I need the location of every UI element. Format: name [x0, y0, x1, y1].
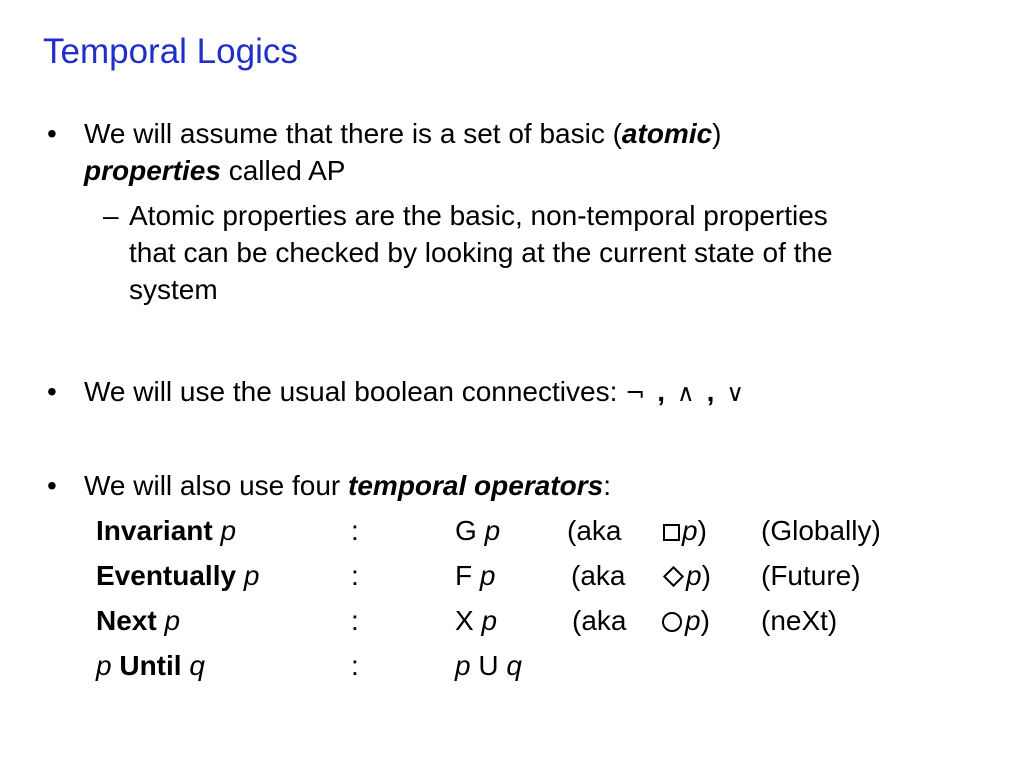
temporal-operators-emphasis: temporal operators: [348, 470, 604, 501]
operator-name-label: Invariant: [96, 515, 213, 546]
operator-name: [96, 558, 259, 594]
bullet-marker: •: [47, 376, 57, 407]
bullet-1-close-paren: ): [712, 118, 722, 149]
operator-name-label: Until: [119, 650, 182, 681]
diamond-icon: [663, 566, 684, 587]
sub-bullet-line-1: Atomic properties are the basic, non-temporal properties: [129, 200, 828, 231]
operator-row-invariant: [0, 513, 900, 549]
operator-colon: :: [351, 515, 359, 546]
aka-arg: p: [682, 515, 698, 546]
aka-arg: p: [685, 605, 701, 636]
connective-comma: ,: [657, 376, 666, 407]
operator-name-label: Next: [96, 605, 157, 636]
bullet-2-line: [84, 374, 744, 411]
aka-symbol: [661, 558, 711, 594]
operator-name: [96, 648, 205, 684]
circle-icon: [662, 612, 682, 632]
formula-arg: p: [479, 560, 496, 591]
formula-op: U: [478, 650, 499, 681]
operator-arg: p: [243, 560, 260, 591]
formula-left: p: [455, 650, 471, 681]
aka-open: (aka: [572, 605, 627, 636]
operator-arg: q: [189, 650, 205, 681]
aka-arg: p: [686, 560, 702, 591]
bullet-3-colon: :: [603, 470, 611, 501]
aka-close: ): [701, 560, 711, 591]
bullet-1-line-2: [84, 153, 345, 189]
operator-arg: p: [164, 605, 181, 636]
operator-formula: [455, 513, 500, 549]
connective-comma: ,: [706, 376, 715, 407]
bullet-marker: •: [47, 118, 57, 149]
operator-meaning: (Globally): [761, 515, 881, 546]
bullet-3-text: We will also use four: [84, 470, 349, 501]
formula-arg: p: [484, 515, 501, 546]
aka-close: ): [700, 605, 710, 636]
operator-formula: [455, 648, 522, 684]
aka-open: (aka: [571, 560, 626, 591]
box-icon: [663, 524, 680, 541]
atomic-emphasis: atomic: [621, 118, 713, 149]
operator-colon: :: [351, 650, 359, 681]
operator-colon: :: [351, 605, 359, 636]
properties-emphasis: properties: [84, 155, 221, 186]
operator-name-label: Eventually: [96, 560, 237, 591]
operator-arg: p: [220, 515, 237, 546]
aka-close: ): [697, 515, 707, 546]
formula-arg: p: [481, 605, 498, 636]
sub-bullet-line-3: system: [129, 274, 218, 305]
sub-bullet-line-2: that can be checked by looking at the current state of the: [129, 237, 833, 268]
operator-colon: :: [351, 560, 359, 591]
and-symbol: ∧: [677, 379, 695, 407]
operator-letter: X: [455, 605, 474, 636]
called-ap-text: called AP: [220, 155, 346, 186]
operator-formula: [455, 603, 497, 639]
operator-letter: G: [455, 515, 477, 546]
operator-meaning: (neXt): [761, 605, 838, 636]
operator-name: [96, 513, 236, 549]
slide-title: Temporal Logics: [43, 32, 298, 71]
bullet-2-text: We will use the usual boolean connectives:: [84, 376, 626, 407]
operator-pre-arg: p: [96, 650, 112, 681]
not-symbol: ¬: [625, 379, 646, 407]
or-symbol: ∨: [726, 379, 744, 407]
bullet-marker: •: [47, 470, 57, 501]
operator-row-eventually: [0, 558, 900, 594]
operator-row-next: [0, 603, 900, 639]
operator-row-until: [0, 648, 900, 684]
aka-symbol: [662, 603, 710, 639]
sub-bullet-marker: –: [103, 200, 119, 231]
operator-name: [96, 603, 180, 639]
bullet-1-line-1: [84, 116, 722, 152]
bullet-1-text: We will assume that there is a set of basic (: [84, 118, 622, 149]
aka-symbol: [663, 513, 707, 549]
operator-letter: F: [455, 560, 473, 591]
operator-formula: [455, 558, 495, 594]
operator-meaning: (Future): [761, 560, 861, 591]
formula-right: q: [506, 650, 522, 681]
bullet-3-line: [84, 468, 611, 504]
aka-open: (aka: [567, 515, 622, 546]
